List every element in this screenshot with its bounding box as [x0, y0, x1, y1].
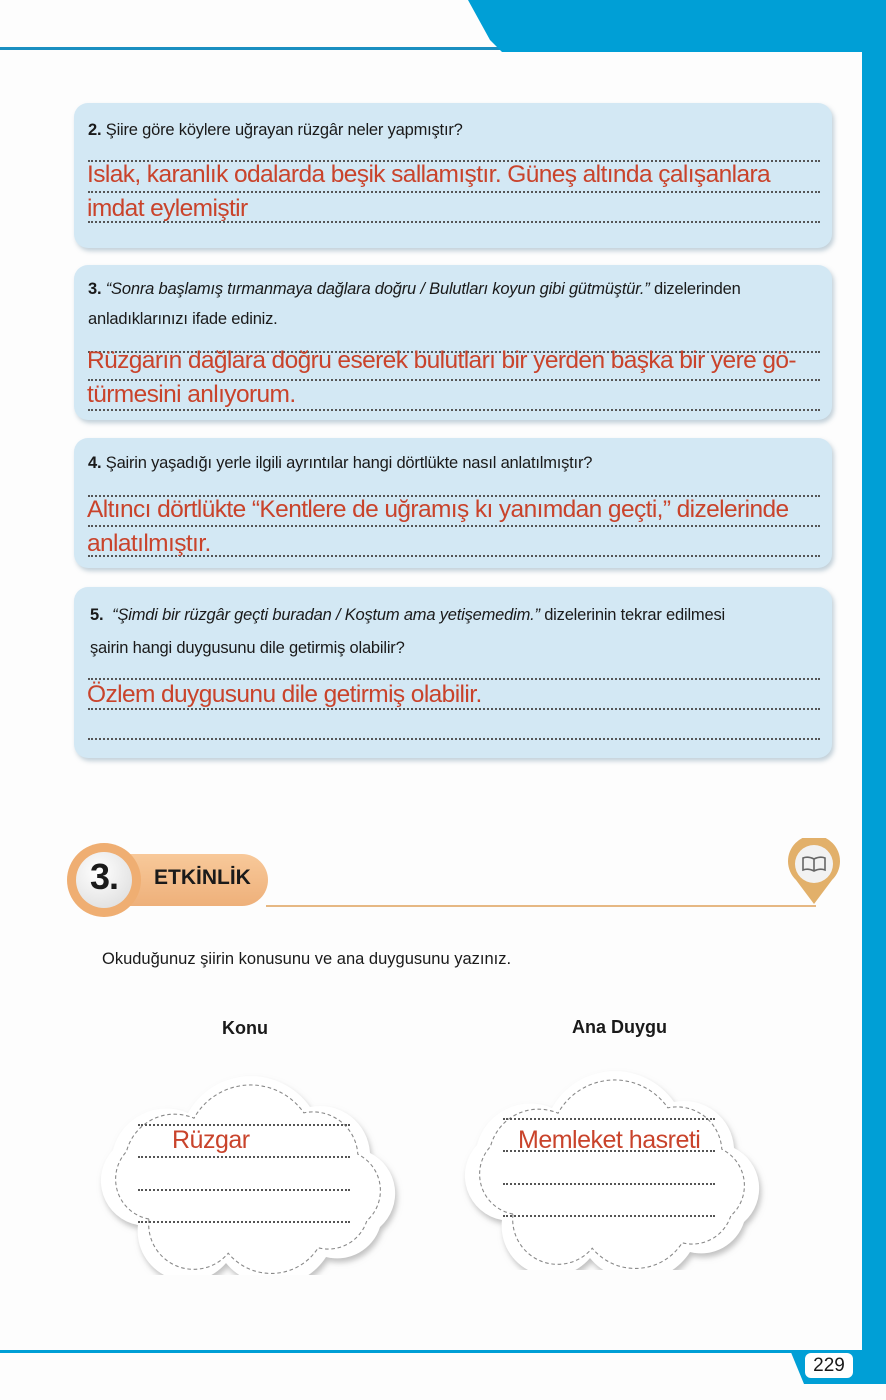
- cloud-line: [138, 1156, 350, 1158]
- bottom-rule: [0, 1350, 866, 1353]
- question-box-5: [74, 587, 832, 758]
- cloud-answer-konu: Rüzgar: [172, 1126, 250, 1154]
- answer-text: Özlem duygusunu dile getirmiş olabilir.: [87, 681, 482, 708]
- question-text: 4. Şairin yaşadığı yerle ilgili ayrıntılar hangi dörtlükte nasıl anlatılmıştır?: [88, 454, 593, 472]
- cloud-label-konu: Konu: [222, 1018, 268, 1038]
- cloud-label-ana-duygu: Ana Duygu: [572, 1017, 668, 1037]
- cloud-line: [503, 1183, 715, 1185]
- right-side-bar: [862, 50, 886, 1352]
- activity-rule: [266, 905, 816, 907]
- activity-title: ETKİNLİK: [154, 866, 251, 889]
- question-text: 5. “Şimdi bir rüzgâr geçti buradan / Koştum ama yetişemedim.” dizelerinin tekrar edilmesi şairin hangi duygusunu dile getirmiş olabilir?: [90, 606, 725, 657]
- answer-line: [88, 409, 820, 411]
- book-pin-icon: [786, 838, 842, 906]
- top-corner-banner: [460, 0, 886, 52]
- answer-line: [88, 678, 820, 680]
- answer-text: imdat eylemiştir: [87, 195, 248, 222]
- answer-text: türmesini anlıyorum.: [87, 381, 296, 408]
- activity-instruction: Okuduğunuz şiirin konusunu ve ana duygusunu yazınız.: [102, 950, 512, 968]
- answer-text: Islak, karanlık odalarda beşik sallamıştır. Güneş altında çalışanlara: [87, 161, 771, 188]
- page-number: 229: [813, 1355, 845, 1376]
- cloud-line: [503, 1215, 715, 1217]
- answer-line: [88, 525, 820, 527]
- question-box-4: [74, 438, 832, 568]
- answer-line: [88, 191, 820, 193]
- answer-text: anlatılmıştır.: [87, 530, 211, 557]
- cloud-line: [138, 1189, 350, 1191]
- question-box-3: [74, 265, 832, 420]
- cloud-line: [138, 1221, 350, 1223]
- answer-text: Rüzgarın dağlara doğru eserek bulutları bir yerden başka bir yere gö-: [87, 347, 796, 374]
- answer-text: Altıncı dörtlükte “Kentlere de uğramış kı yanımdan geçti,” dizelerinde: [87, 496, 789, 523]
- cloud-shape-ana-duygu: [442, 1050, 787, 1270]
- question-box-2: [74, 103, 832, 248]
- cloud-line: [503, 1118, 715, 1120]
- cloud-answer-ana-duygu: Memleket hasreti: [518, 1126, 701, 1154]
- answer-line: [88, 738, 820, 740]
- activity-number: 3.: [89, 856, 119, 897]
- cloud-shape-konu: [78, 1055, 423, 1275]
- top-rule: [0, 47, 500, 50]
- question-text: 3. “Sonra başlamış tırmanmaya dağlara doğru / Bulutları koyun gibi gütmüştür.” dizelerinden anladıklarınızı ifade ediniz.: [88, 280, 741, 328]
- question-text: 2. Şiire göre köylere uğrayan rüzgâr neler yapmıştır?: [88, 121, 463, 139]
